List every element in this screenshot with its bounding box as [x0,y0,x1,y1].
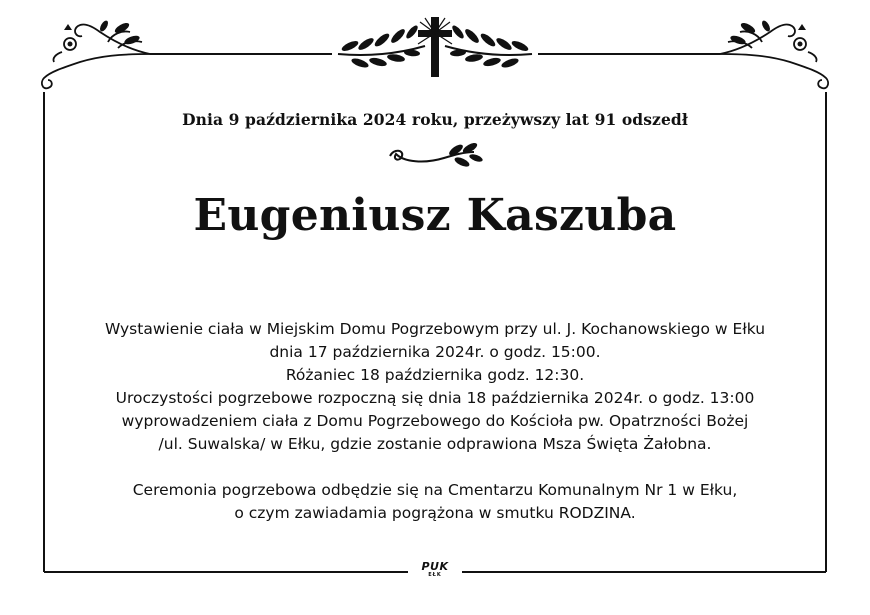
spacer [40,456,830,479]
detail-line: Wystawienie ciała w Miejskim Domu Pogrzebowym przy ul. J. Kochanowskiego w Ełku [104,320,766,338]
laurel-branch-left-icon [338,24,425,70]
closing-line: o czym zawiadamia pogrążona w smutku RODZINA. [234,504,636,522]
corner-flourish-right-icon [720,24,828,88]
detail-line: wyprowadzeniem ciała z Domu Pogrzebowego do Kościoła pw. Opatrzności Bożej [121,412,749,430]
detail-line: Uroczystości pogrzebowe rozpoczną się dnia 18 października 2024r. o godz. 13:00 [115,389,755,407]
laurel-branch-right-icon [445,24,532,70]
funeral-home-logo [412,561,458,578]
detail-line: dnia 17 października 2024r. o godz. 15:00. [269,343,601,361]
detail-line: /ul. Suwalska/ w Ełku, gdzie zostanie odprawiona Msza Święta Żałobna. [158,435,712,453]
death-date-line: Dnia 9 października 2024 roku, przeżywszy lat 91 odszedł [182,110,688,129]
detail-line: Różaniec 18 października godz. 12:30. [285,366,585,384]
closing-line: Ceremonia pogrzebowa odbędzie się na Cmentarzu Komunalnym Nr 1 w Ełku, [132,481,738,499]
logo-subtext: EŁK [428,572,442,578]
logo-text: PUK [421,560,449,573]
corner-flourish-left-icon [42,24,150,88]
funeral-details [40,318,830,525]
leaf-divider-icon [384,140,484,174]
deceased-name: Eugeniusz Kaszuba [193,190,677,241]
